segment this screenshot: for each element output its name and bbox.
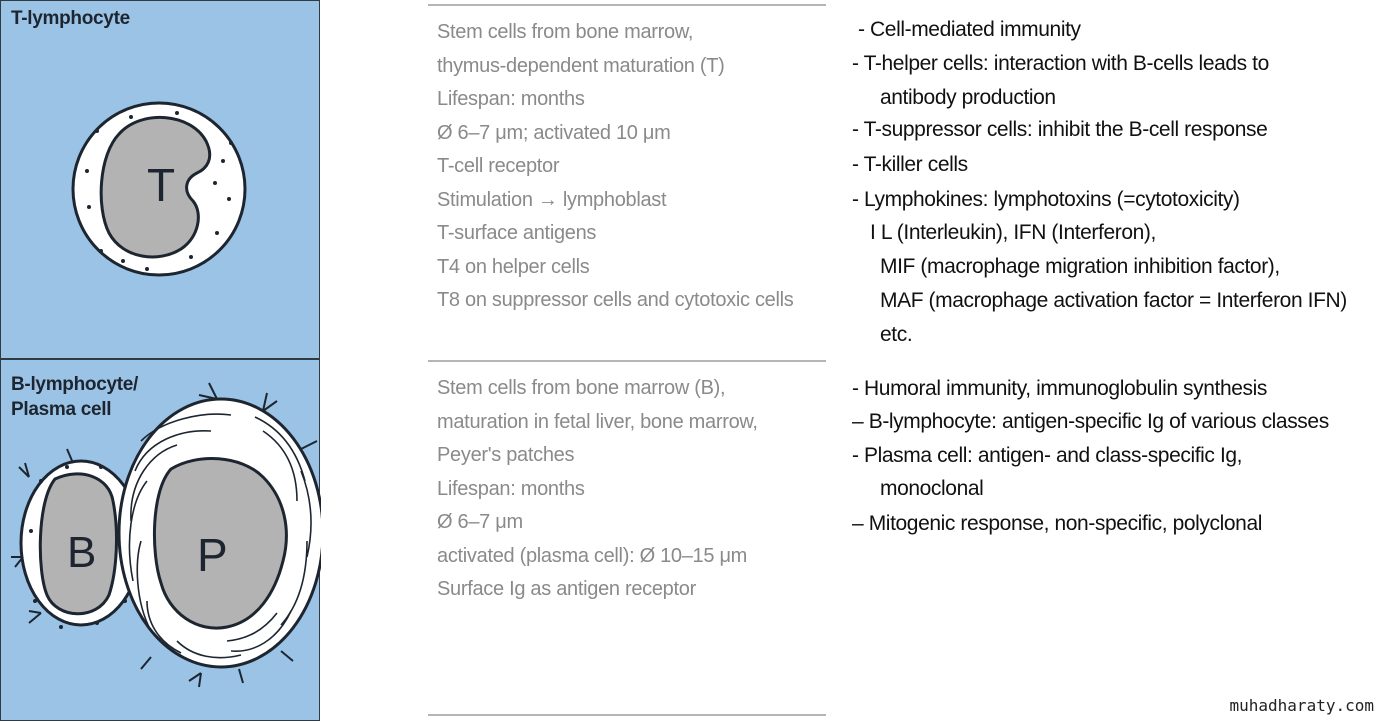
watermark: muhadharaty.com [1229, 696, 1374, 715]
bottom-rule [428, 714, 826, 716]
t-lymphocyte-title: T-lymphocyte [11, 8, 130, 29]
t-description-line: Stem cells from bone marrow, [437, 21, 694, 43]
t-description-line: Ø 6–7 μm; activated 10 μm [437, 121, 671, 144]
t-description-line: Stimulation → lymphoblast [437, 188, 667, 211]
t-description-line: thymus-dependent maturation (T) [437, 54, 725, 77]
panel-divider [1, 358, 319, 360]
t-description-line: T8 on suppressor cells and cytotoxic cells [437, 289, 794, 311]
b-lymphocyte-title-line2: Plasma cell [11, 399, 112, 420]
b-description-line: Surface Ig as antigen receptor [437, 578, 696, 600]
b-function-line: - Humoral immunity, immunoglobulin synthesis [852, 377, 1267, 400]
cell-illustration-panel [0, 0, 320, 721]
p-cell-label: P [197, 529, 228, 581]
t-function-line: MAF (macrophage activation factor = Interferon IFN) [880, 289, 1347, 312]
t-description-line: T4 on helper cells [437, 255, 590, 278]
t-function-line: antibody production [880, 86, 1056, 109]
b-description-line: maturation in fetal liver, bone marrow, [437, 410, 758, 433]
t-description [437, 16, 793, 318]
t-function-line: MIF (macrophage migration inhibition factor), [880, 255, 1280, 278]
t-function-line: - Lymphokines: lymphotoxins (=cytotoxicity) [852, 188, 1240, 211]
t-description-line: T-surface antigens [437, 222, 597, 244]
t-function-line: - T-killer cells [852, 153, 968, 176]
b-description-line: Ø 6–7 μm [437, 511, 523, 533]
b-function-line: – B-lymphocyte: antigen-specific Ig of various classes [852, 410, 1329, 433]
t-description-line: T-cell receptor [437, 155, 560, 177]
middle-rule [428, 360, 826, 362]
b-lymphocyte-title-line1: B-lymphocyte/ [11, 374, 139, 395]
top-rule [428, 4, 826, 6]
b-description-line: Lifespan: months [437, 477, 585, 500]
t-description-line: Lifespan: months [437, 88, 585, 110]
b-function-line: monoclonal [880, 477, 984, 500]
b-description-line: Stem cells from bone marrow (B), [437, 377, 726, 399]
b-description-line: Peyer's patches [437, 444, 575, 466]
b-function-line: - Plasma cell: antigen- and class-specific Ig, [852, 444, 1243, 467]
cell-illustrations [1, 1, 321, 722]
t-function-line: etc. [880, 323, 913, 346]
b-description [437, 372, 758, 607]
t-function-line: - T-suppressor cells: inhibit the B-cell response [852, 118, 1268, 141]
t-function-line: - Cell-mediated immunity [858, 18, 1081, 41]
t-function-line: I L (Interleukin), IFN (Interferon), [870, 221, 1156, 244]
b-description-line: activated (plasma cell): Ø 10–15 μm [437, 544, 748, 567]
t-cell-label: T [147, 159, 176, 211]
b-cell-label: B [67, 528, 97, 577]
b-function-line: – Mitogenic response, non-specific, polyclonal [852, 512, 1262, 535]
t-function-line: - T-helper cells: interaction with B-cells leads to [852, 52, 1269, 75]
